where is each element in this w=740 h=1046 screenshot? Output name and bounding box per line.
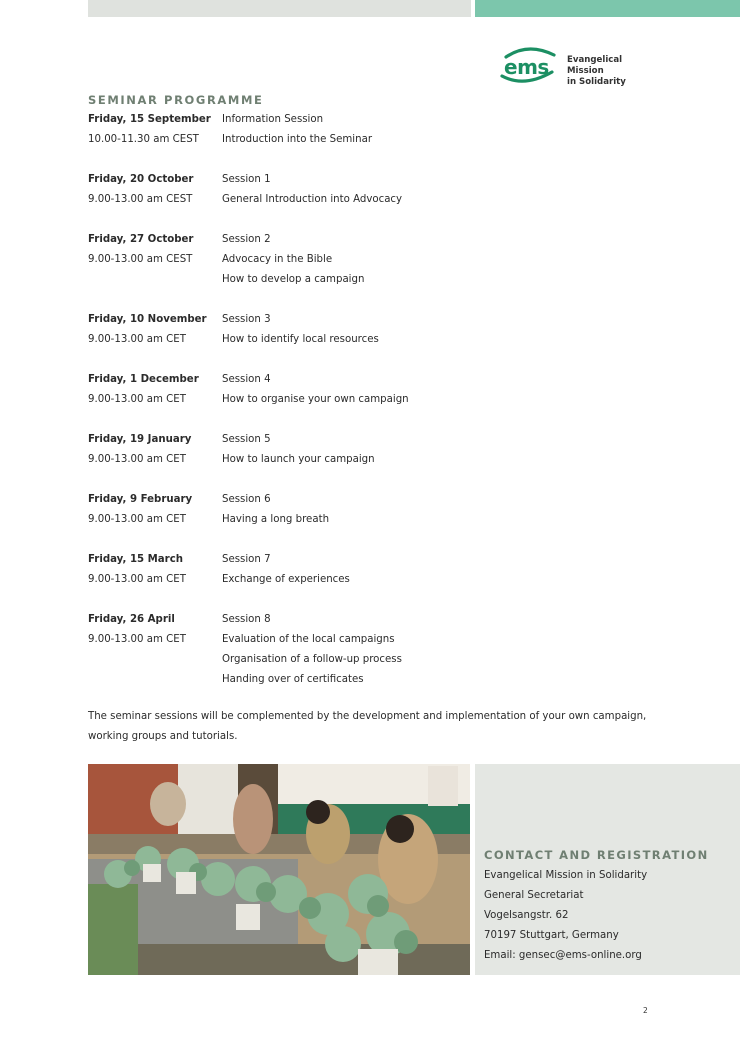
seminar-schedule [88,110,648,710]
section-title: SEMINAR PROGRAMME [88,93,264,107]
session-block [88,310,648,350]
session-line: Session 8 [222,614,271,625]
session-date: Friday, 15 March [88,554,183,565]
session-line: Handing over of certificates [222,674,364,685]
session-line: Session 4 [222,374,271,385]
closing-line: The seminar sessions will be complemented by the development and implementation of your own campaign, [88,711,647,722]
photo-illustration [88,764,470,975]
session-line: Session 6 [222,494,271,505]
session-line: Session 5 [222,434,271,445]
session-line: Session 2 [222,234,271,245]
session-line: Session 7 [222,554,271,565]
session-time: 10.00-11.30 am CEST [88,134,199,145]
session-date: Friday, 26 April [88,614,175,625]
session-time: 9.00-13.00 am CET [88,394,186,405]
session-line: How to organise your own campaign [222,394,409,405]
session-date: Friday, 1 December [88,374,199,385]
session-time: 9.00-13.00 am CET [88,574,186,585]
session-line: Session 3 [222,314,271,325]
logo-mark: ems [504,55,549,79]
session-date: Friday, 19 January [88,434,192,445]
session-line: Advocacy in the Bible [222,254,333,265]
session-block [88,550,648,590]
closing-line: working groups and tutorials. [88,731,238,742]
contact-city: 70197 Stuttgart, Germany [484,930,619,941]
session-date: Friday, 27 October [88,234,194,245]
session-date: Friday, 10 November [88,314,207,325]
session-time: 9.00-13.00 am CEST [88,194,193,205]
session-block [88,370,648,410]
header-bar-green [475,0,740,17]
contact-panel [475,764,740,975]
session-line: Evaluation of the local campaigns [222,634,395,645]
session-block [88,610,648,690]
page-number: 2 [643,1006,648,1015]
logo-text-line1: Evangelical Mission [567,55,623,76]
session-time: 9.00-13.00 am CET [88,514,186,525]
session-time: 9.00-13.00 am CET [88,334,186,345]
logo-text [567,55,658,88]
session-line: Introduction into the Seminar [222,134,373,145]
session-block [88,110,648,150]
session-line: Organisation of a follow-up process [222,654,402,665]
session-line: Having a long breath [222,514,330,525]
schoolgirls-gardening-photo [88,764,470,975]
logo-text-line2: in Solidarity [567,77,626,87]
session-date: Friday, 15 September [88,114,211,125]
session-line: How to launch your campaign [222,454,375,465]
session-line: How to develop a campaign [222,274,365,285]
session-line: General Introduction into Advocacy [222,194,403,205]
session-line: Information Session [222,114,324,125]
session-line: Exchange of experiences [222,574,350,585]
session-time: 9.00-13.00 am CET [88,454,186,465]
contact-street: Vogelsangstr. 62 [484,910,569,921]
session-line: How to identify local resources [222,334,379,345]
header-bar-gray [88,0,471,17]
session-time: 9.00-13.00 am CET [88,634,186,645]
session-date: Friday, 20 October [88,174,194,185]
contact-email: Email: gensec@ems-online.org [484,950,642,961]
session-block [88,230,648,290]
contact-title: CONTACT AND REGISTRATION [484,848,709,862]
session-block [88,170,648,210]
contact-organisation: Evangelical Mission in Solidarity [484,870,648,881]
session-block [88,490,648,530]
session-line: Session 1 [222,174,271,185]
contact-department: General Secretariat [484,890,584,901]
session-block [88,430,648,470]
closing-paragraph [88,707,648,747]
session-date: Friday, 9 February [88,494,193,505]
session-time: 9.00-13.00 am CEST [88,254,193,265]
contact-details [484,866,647,966]
ems-logo [498,46,658,86]
